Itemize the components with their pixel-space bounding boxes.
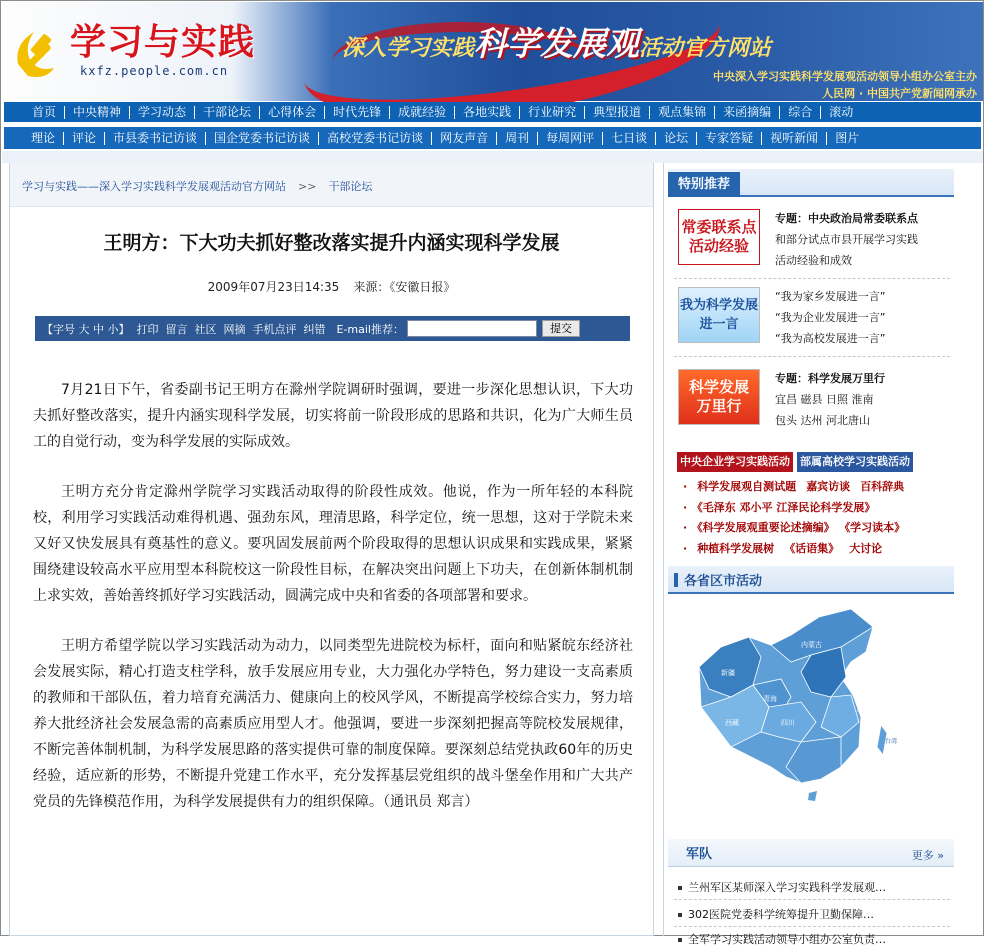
nav-secondary-item[interactable]: 周刊 xyxy=(497,132,538,145)
email-label: E-mail推荐： xyxy=(336,322,404,336)
primary-nav xyxy=(4,102,981,124)
featured-header xyxy=(668,169,954,197)
china-map[interactable] xyxy=(691,607,901,807)
feature-line: “我为企业发展进一言” xyxy=(775,311,886,324)
news-link[interactable]: 全军学习实践活动领导小组办公室负责… xyxy=(688,933,886,946)
nav-primary-item[interactable]: 典型报道 xyxy=(585,106,650,119)
site-banner xyxy=(2,2,983,101)
activity-tabs xyxy=(677,452,913,472)
nav-primary-item[interactable]: 成就经验 xyxy=(390,106,455,119)
feature-item[interactable] xyxy=(674,205,954,273)
bullet-icon xyxy=(678,913,682,917)
toolbar-link[interactable]: 网摘 xyxy=(223,322,246,336)
divider xyxy=(674,278,950,279)
nav-primary-item[interactable]: 心得体会 xyxy=(260,106,325,119)
nav-secondary-item[interactable]: 市县委书记访谈 xyxy=(105,132,206,145)
nav-secondary-item[interactable]: 国企党委书记访谈 xyxy=(206,132,319,145)
toolbar-link[interactable]: 社区 xyxy=(194,322,217,336)
nav-secondary-item[interactable]: 图片 xyxy=(835,130,860,145)
promo-link[interactable]: 《话语集》 xyxy=(784,541,840,555)
feature-item[interactable] xyxy=(674,365,954,433)
news-link[interactable]: 302医院党委科学统筹提升卫勤保障… xyxy=(688,908,874,921)
slogan-main: 科学发展观 xyxy=(474,24,640,63)
promo-link[interactable]: 《毛泽东 邓小平 江泽民论科学发展》 xyxy=(697,500,876,514)
article-column xyxy=(9,163,654,936)
feature-text[interactable] xyxy=(775,368,955,431)
toolbar-link[interactable]: 打印 xyxy=(136,322,159,336)
nav-primary-item[interactable]: 综合 xyxy=(780,106,821,119)
nav-primary-item[interactable]: 首页 xyxy=(4,106,65,119)
army-header xyxy=(668,839,954,867)
article-source: 来源：《安徽日报》 xyxy=(353,280,456,294)
feature-line: 宜昌 磁县 日照 淮南 xyxy=(775,393,874,406)
feature-item[interactable] xyxy=(674,283,954,351)
slogan-suffix: 活动官方网站 xyxy=(639,35,772,61)
article-paragraph: 王明方充分肯定滁州学院学习实践活动取得的阶段性成效。他说，作为一所年轻的本科院校，利用学习实践活动难得机遇、强劲东风，理清思路，科学定位，统一思想，这对于学院未来又好又快发展具有奠基性的意义。要巩固发展前两个阶段取得的思想认识成果和实践成果，紧紧围绕建设较高水平应用型本科院校这一阶段性目标，在解决突出问题上下功夫，在创新体制机制上求实效，善始善终抓好学习实践活动，圆满完成中央和省委的各项部署和要求。 xyxy=(33,484,633,604)
promo-link[interactable]: 百科辞典 xyxy=(860,480,905,493)
site-url: kxfz.people.com.cn xyxy=(80,64,229,78)
promo-link[interactable]: 嘉宾访谈 xyxy=(806,480,851,493)
nav-primary-item[interactable]: 时代先锋 xyxy=(325,106,390,119)
nav-secondary-item[interactable]: 论坛 xyxy=(656,132,697,145)
feature-line: “我为家乡发展进一言” xyxy=(775,290,886,303)
map-label: 四川 xyxy=(781,719,795,727)
nav-primary-item[interactable]: 观点集锦 xyxy=(650,106,715,119)
promo-row xyxy=(677,539,957,560)
secondary-nav xyxy=(4,127,981,149)
bullet-icon: · xyxy=(683,500,688,514)
banner-slogan xyxy=(342,18,771,65)
feature-image-text: 科学发展 万里行 xyxy=(688,378,749,415)
feature-image[interactable] xyxy=(678,287,760,343)
email-submit-button[interactable]: 提交 xyxy=(542,320,580,337)
map-label: 新疆 xyxy=(721,669,735,677)
article-meta xyxy=(10,278,653,295)
feature-line: 专题：科学发展万里行 xyxy=(775,372,885,385)
breadcrumb xyxy=(10,163,653,207)
nav-primary-item[interactable]: 滚动 xyxy=(829,104,854,119)
nav-secondary-item[interactable]: 理论 xyxy=(4,132,64,145)
article-title: 王明方：下大功夫抓好整改落实提升内涵实现科学发展 xyxy=(103,232,560,254)
featured-heading: 特别推荐 xyxy=(668,172,740,197)
divider xyxy=(674,356,950,357)
nav-secondary-item[interactable]: 网友声音 xyxy=(432,132,497,145)
feature-line: 包头 达州 河北唐山 xyxy=(775,414,870,427)
toolbar-link[interactable]: 【字号 大 中 小】 xyxy=(42,322,130,336)
promo-link[interactable]: 《科学发展观重要论述摘编》 xyxy=(697,521,835,534)
feature-line: 专题：中央政治局常委联系点 xyxy=(775,212,918,225)
nav-spacer xyxy=(2,151,983,163)
tab-central-enterprise[interactable]: 中央企业学习实践活动 xyxy=(677,452,793,472)
nav-secondary-item[interactable]: 评论 xyxy=(64,132,105,145)
nav-primary-item[interactable]: 学习动态 xyxy=(130,106,195,119)
feature-line: “我为高校发展进一言” xyxy=(775,332,886,345)
nav-primary-item[interactable]: 干部论坛 xyxy=(195,106,260,119)
sponsor-line-1: 中央深入学习实践科学发展观活动领导小组办公室主办 xyxy=(713,70,977,83)
double-chevron-icon: » xyxy=(937,849,944,862)
bullet-icon: · xyxy=(683,521,688,534)
toolbar-link[interactable]: 纠错 xyxy=(303,322,326,336)
map-label: 内蒙古 xyxy=(801,641,822,649)
news-link[interactable]: 兰州军区某师深入学习实践科学发展观… xyxy=(688,881,886,894)
promo-link[interactable]: 科学发展观自测试题 xyxy=(697,480,797,493)
party-emblem-icon xyxy=(6,24,68,86)
news-item[interactable] xyxy=(678,879,958,895)
tab-universities[interactable]: 部属高校学习实践活动 xyxy=(797,452,913,472)
map-label: 台湾 xyxy=(885,738,898,745)
article-toolbar xyxy=(35,316,630,341)
news-item[interactable] xyxy=(678,931,958,947)
divider xyxy=(674,926,950,927)
promo-link[interactable]: 大讨论 xyxy=(849,541,883,555)
toolbar-link[interactable]: 手机点评 xyxy=(252,322,297,336)
promo-link[interactable]: 《学习读本》 xyxy=(844,521,906,534)
article-paragraph: 7月21日下午，省委副书记王明方在滁州学院调研时强调，要进一步深化思想认识，下大功夫抓好整改落实，提升内涵实现科学发展，切实将前一阶段形成的思路和共识，化为广大师生员工的自觉行动，变为科学发展的实际成效。 xyxy=(33,382,633,450)
promo-row xyxy=(677,498,957,519)
more-label: 更多 xyxy=(911,849,934,862)
feature-line: 和部分试点市县开展学习实践 xyxy=(775,233,918,246)
regions-heading: 各省区市活动 xyxy=(684,574,763,589)
promo-links xyxy=(677,477,957,559)
news-item[interactable] xyxy=(678,906,958,922)
sidebar xyxy=(663,163,958,946)
nav-primary-item[interactable]: 各地实践 xyxy=(455,106,520,119)
breadcrumb-separator: >> xyxy=(298,180,317,193)
promo-row xyxy=(677,518,957,539)
article-date: 2009年07月23日14:35 xyxy=(207,280,340,294)
bullet-icon xyxy=(678,938,682,942)
breadcrumb-home-link[interactable]: 学习与实践——深入学习实践科学发展观活动官方网站 xyxy=(22,180,286,193)
nav-secondary-item[interactable]: 专家答疑 xyxy=(697,132,762,145)
email-input[interactable] xyxy=(407,320,537,337)
map-label: 上海 xyxy=(855,706,868,713)
feature-image-text: 常委联系点 活动经验 xyxy=(681,218,757,255)
nav-primary-item[interactable]: 中央精神 xyxy=(65,106,130,119)
article-paragraph: 王明方希望学院以学习实践活动为动力，以同类型先进院校为标杆，面向和贴紧皖东经济社会发展实际，精心打造支柱学科，放手发展应用专业，大力强化办学特色，努力建设一支高素质的教师和干部队伍，着力培育充满活力、健康向上的校风学风，不断提高学校综合实力，努力培养大批经济社会发展急需的高素质应用型人才。他强调，要进一步深刻把握高等院校发展规律，不断完善体制机制，为科学发展思路的落实提供可靠的制度保障。要深刻总结党执政60年的历史经验，适应新的形势，不断提升党建工作水平，充分发挥基层党组织的战斗堡垒作用和广大共产党员的先锋模范作用，为科学发展提供有力的组织保障。（通讯员 郑言） xyxy=(33,638,633,810)
feature-image-text: 我为科学发展 进一言 xyxy=(679,298,758,332)
nav-secondary-item[interactable]: 每周网评 xyxy=(538,132,603,145)
promo-row xyxy=(677,477,957,498)
bullet-icon xyxy=(678,886,682,890)
nav-secondary-item[interactable]: 视听新闻 xyxy=(762,132,827,145)
toolbar-items xyxy=(42,321,333,337)
bullet-icon: · xyxy=(683,541,688,555)
divider xyxy=(674,899,950,900)
site-logo[interactable]: 学习与实践 xyxy=(70,21,256,63)
feature-text[interactable] xyxy=(775,208,955,271)
toolbar-link[interactable]: 留言 xyxy=(165,322,188,336)
nav-secondary-item[interactable]: 高校党委书记访谈 xyxy=(319,132,432,145)
feature-image[interactable] xyxy=(678,369,760,425)
feature-text[interactable] xyxy=(775,286,955,349)
breadcrumb-section-link[interactable]: 干部论坛 xyxy=(328,180,373,193)
nav-primary-item[interactable]: 来函摘编 xyxy=(715,106,780,119)
nav-primary-item[interactable]: 行业研究 xyxy=(520,106,585,119)
promo-link[interactable]: 种植科学发展树 xyxy=(697,541,775,555)
army-heading: 军队 xyxy=(686,847,713,862)
bullet-icon: · xyxy=(683,480,688,493)
nav-secondary-item[interactable]: 七日谈 xyxy=(603,132,656,145)
sponsor-line-2: 人民网 · 中国共产党新闻网承办 xyxy=(822,87,977,100)
more-link[interactable] xyxy=(912,847,944,863)
feature-line: 活动经验和成效 xyxy=(775,254,852,267)
feature-image[interactable] xyxy=(678,209,760,265)
map-label: 青海 xyxy=(763,695,777,703)
regions-header xyxy=(668,566,954,594)
slogan-prefix: 深入学习实践 xyxy=(342,35,475,61)
article-body xyxy=(33,377,633,839)
map-label: 西藏 xyxy=(725,719,739,727)
